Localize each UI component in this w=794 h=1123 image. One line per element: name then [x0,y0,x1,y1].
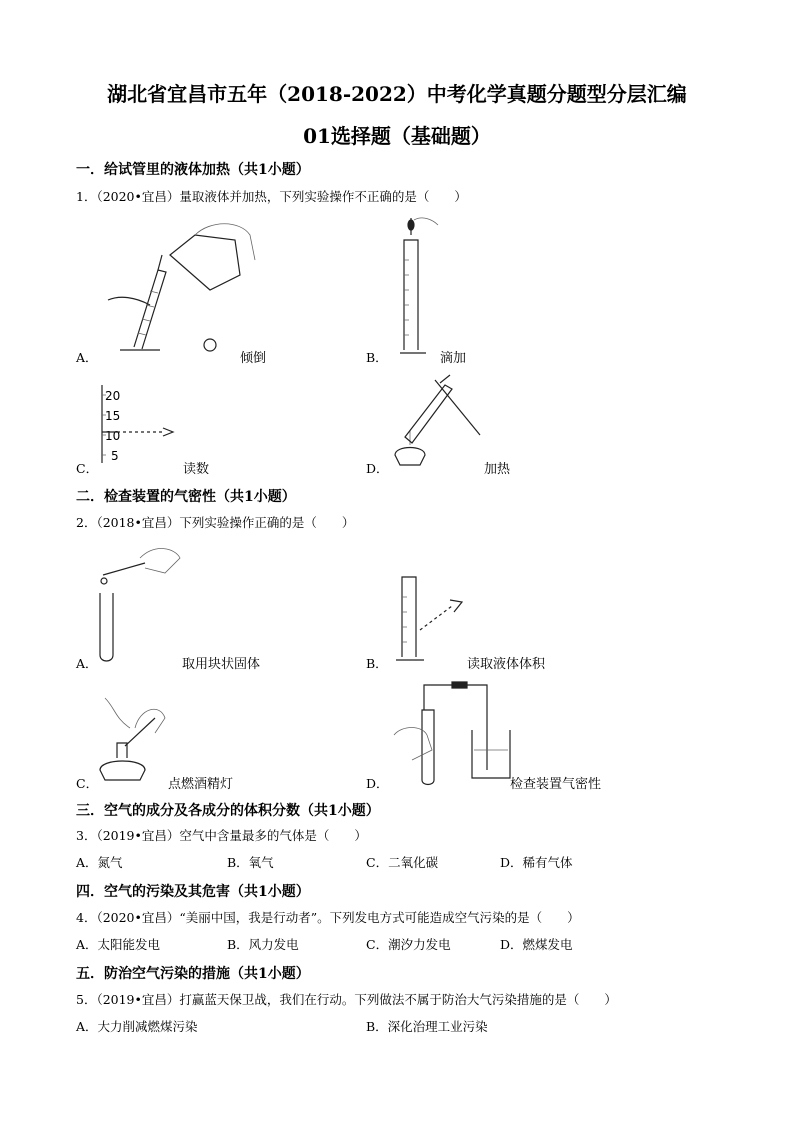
option-3d: D．稀有气体 [500,855,573,870]
option-5a: A．大力削减燃煤污染 [76,1019,198,1034]
document-title: 湖北省宜昌市五年（2018-2022）中考化学真题分题型分层汇编 [107,82,687,106]
question-4: 4．（2020•宜昌）“美丽中国，我是行动者”。下列发电方式可能造成空气污染的是（ ） [76,910,580,925]
option-1d-caption: 加热 [484,462,511,477]
section-heading-5: 五．防治空气污染的措施（共1小题） [76,966,310,982]
scale-tick-15: 15 [105,409,121,423]
section-heading-2: 二．检查装置的气密性（共1小题） [76,489,296,505]
option-2d-letter: D． [366,776,389,791]
option-1a-letter: A． [76,350,98,365]
question-3: 3．（2019•宜昌）空气中含量最多的气体是（ ） [76,828,367,843]
option-1b-letter: B． [366,350,388,365]
option-1b-caption: 滴加 [440,351,467,366]
question-2: 2．（2018•宜昌）下列实验操作正确的是（ ） [76,515,355,530]
option-2a-letter: A． [76,656,98,671]
option-5b: B．深化治理工业污染 [366,1019,488,1034]
option-1c-caption: 读数 [183,462,210,477]
option-4b: B．风力发电 [227,937,299,952]
option-1d-letter: D． [366,461,389,476]
reading-scale-figure [98,385,188,465]
scale-tick-20: 20 [105,389,121,403]
option-2d-caption: 检查装置气密性 [510,777,602,792]
scale-tick-10: 10 [105,429,121,443]
option-1c-letter: C． [76,461,99,476]
section-heading-3: 三．空气的成分及各成分的体积分数（共1小题） [76,803,380,819]
question-5: 5．（2019•宜昌）打赢蓝天保卫战，我们在行动。下列做法不属于防治大气污染措施的是（ ） [76,992,617,1007]
pouring-liquid-figure [100,215,260,355]
option-4d: D．燃煤发电 [500,937,573,952]
section-heading-1: 一．给试管里的液体加热（共1小题） [76,162,310,178]
option-2c-letter: C． [76,776,99,791]
section-heading-4: 四．空气的污染及其危害（共1小题） [76,884,310,900]
option-3c: C．二氧化碳 [366,855,439,870]
option-2a-caption: 取用块状固体 [182,657,261,672]
scale-tick-5: 5 [111,449,119,463]
question-1: 1．（2020•宜昌）量取液体并加热，下列实验操作不正确的是（ ） [76,189,467,204]
option-2b-caption: 读取液体体积 [467,657,546,672]
option-3b: B．氧气 [227,855,274,870]
option-1a-caption: 倾倒 [240,351,267,366]
reading-cylinder-figure [392,572,472,664]
option-2b-letter: B． [366,656,388,671]
airtightness-check-figure [392,680,522,785]
dropper-cylinder-figure [388,215,448,355]
solid-into-tube-figure [95,543,185,663]
document-subtitle: 01选择题（基础题） [303,124,491,148]
option-4a: A．太阳能发电 [76,937,161,952]
option-3a: A．氮气 [76,855,123,870]
option-2c-caption: 点燃酒精灯 [168,777,234,792]
option-4c: C．潮汐力发电 [366,937,451,952]
lighting-lamp-figure [95,698,170,783]
heating-test-tube-figure [390,375,485,470]
